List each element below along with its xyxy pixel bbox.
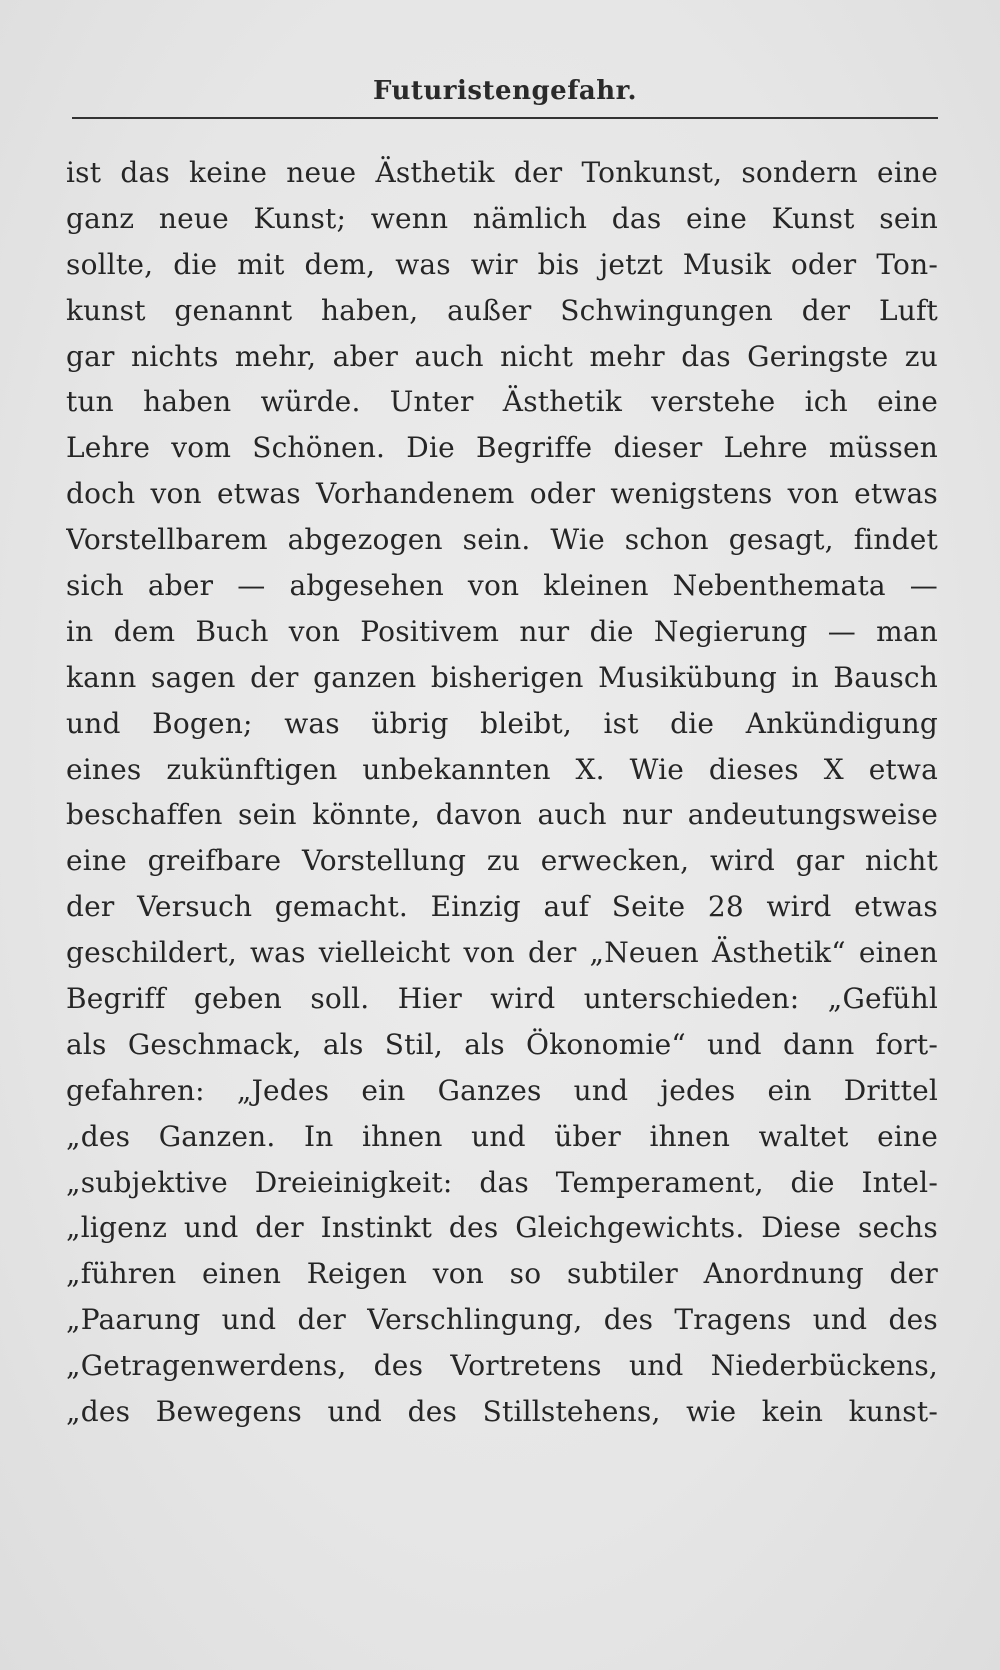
text-line: in dem Buch von Positivem nur die Negierung — man (66, 614, 938, 648)
text-line: „des Bewegens und des Stillstehens, wie kein kunst- (66, 1395, 938, 1429)
text-line: sich aber — abgesehen von kleinen Nebenthemata — (66, 569, 938, 603)
text-line: ganz neue Kunst; wenn nämlich das eine Kunst sein (66, 201, 938, 235)
text-line: beschaffen sein könnte, davon auch nur andeutungsweise (66, 798, 938, 832)
text-line: kann sagen der ganzen bisherigen Musikübung in Bausch (66, 660, 938, 694)
text-line: Vorstellbarem abgezogen sein. Wie schon gesagt, findet (66, 523, 938, 557)
text-line: geschildert, was vielleicht von der „Neuen Ästhetik“ einen (66, 936, 938, 970)
text-line: „Paarung und der Verschlingung, des Tragens und des (66, 1303, 938, 1337)
text-line: „des Ganzen. In ihnen und über ihnen waltet eine (66, 1119, 938, 1153)
text-line: ist das keine neue Ästhetik der Tonkunst, sondern eine (66, 156, 938, 189)
text-line: gefahren: „Jedes ein Ganzes und jedes ein Drittel (66, 1073, 938, 1107)
text-line: doch von etwas Vorhandenem oder wenigstens von etwas (66, 477, 938, 511)
text-line: „führen einen Reigen von so subtiler Anordnung der (66, 1257, 938, 1291)
text-line: tun haben würde. Unter Ästhetik verstehe ich eine (66, 385, 938, 419)
text-line: Lehre vom Schönen. Die Begriffe dieser Lehre müssen (66, 431, 938, 465)
body-text (66, 150, 938, 1435)
text-line: eine greifbare Vorstellung zu erwecken, wird gar nicht (66, 844, 938, 878)
text-line: der Versuch gemacht. Einzig auf Seite 28 wird etwas (66, 890, 938, 924)
text-line: kunst genannt haben, außer Schwingungen der Luft (66, 293, 938, 327)
text-line: „ligenz und der Instinkt des Gleichgewichts. Diese sechs (66, 1211, 938, 1245)
text-line: Begriff geben soll. Hier wird unterschieden: „Gefühl (66, 982, 938, 1016)
text-line: gar nichts mehr, aber auch nicht mehr das Geringste zu (66, 339, 938, 373)
header-rule (72, 117, 938, 119)
running-head: Futuristengefahr. (372, 76, 637, 106)
text-line: als Geschmack, als Stil, als Ökonomie“ und dann fort- (66, 1027, 938, 1061)
text-line: und Bogen; was übrig bleibt, ist die Ankündigung (66, 706, 938, 740)
text-line: sollte, die mit dem, was wir bis jetzt Musik oder Ton- (66, 247, 938, 281)
text-line: eines zukünftigen unbekannten X. Wie dieses X etwa (66, 752, 938, 786)
text-line: „subjektive Dreieinigkeit: das Temperament, die Intel- (66, 1165, 938, 1199)
text-line: „Getragenwerdens, des Vortretens und Niederbückens, (66, 1349, 938, 1383)
